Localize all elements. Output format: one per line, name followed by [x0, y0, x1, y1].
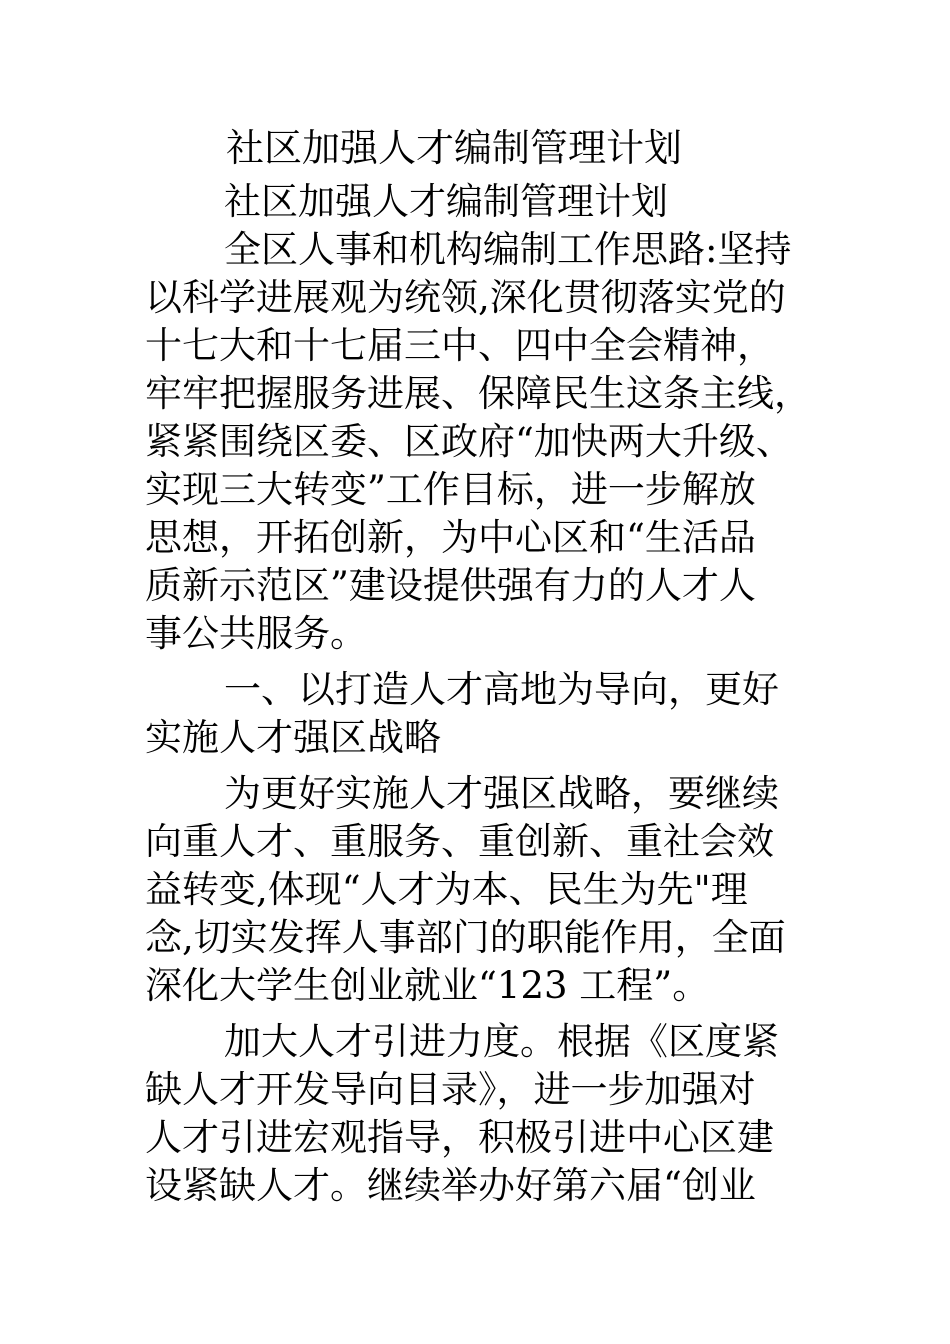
subtitle-line: 社区加强人才编制管理计划 [224, 180, 668, 223]
paragraph-line: 全区人事和机构编制工作思路:坚持 [224, 228, 792, 271]
document-title: 社区加强人才编制管理计划 [226, 126, 683, 170]
paragraph-line: 缺人才开发导向目录》，进一步加强对 [145, 1068, 756, 1111]
paragraph-line: 益转变,体现“人才为本、民生为先"理 [145, 868, 748, 911]
paragraph-line: 深化大学生创业就业“123 工程”。 [145, 964, 710, 1007]
paragraph-line: 实现三大转变”工作目标，进一步解放 [145, 468, 756, 511]
paragraph-line: 念,切实发挥人事部门的职能作用，全面 [145, 916, 786, 959]
paragraph-line: 以科学进展观为统领,深化贯彻落实党的 [145, 276, 786, 319]
paragraph-line: 为更好实施人才强区战略，要继续 [224, 772, 779, 815]
paragraph-line: 设紧缺人才。继续举办好第六届“创业 [145, 1164, 756, 1207]
paragraph-line: 思想，开拓创新，为中心区和“生活品 [145, 516, 756, 559]
paragraph-line: 事公共服务。 [145, 612, 367, 655]
paragraph-line: 人才引进宏观指导，积极引进中心区建 [145, 1116, 774, 1159]
paragraph-line: 向重人才、重服务、重创新、重社会效 [145, 820, 774, 863]
paragraph-line: 紧紧围绕区委、区政府“加快两大升级、 [145, 420, 793, 463]
paragraph-line: 十七大和十七届三中、四中全会精神， [145, 324, 774, 367]
paragraph-line: 牢牢把握服务进展、保障民生这条主线， [145, 372, 811, 415]
section-heading-line: 实施人才强区战略 [145, 716, 441, 759]
paragraph-line: 加大人才引进力度。根据《区度紧 [224, 1020, 779, 1063]
paragraph-line: 质新示范区”建设提供强有力的人才人 [145, 564, 756, 607]
section-heading-line: 一、以打造人才高地为导向，更好 [224, 668, 779, 711]
